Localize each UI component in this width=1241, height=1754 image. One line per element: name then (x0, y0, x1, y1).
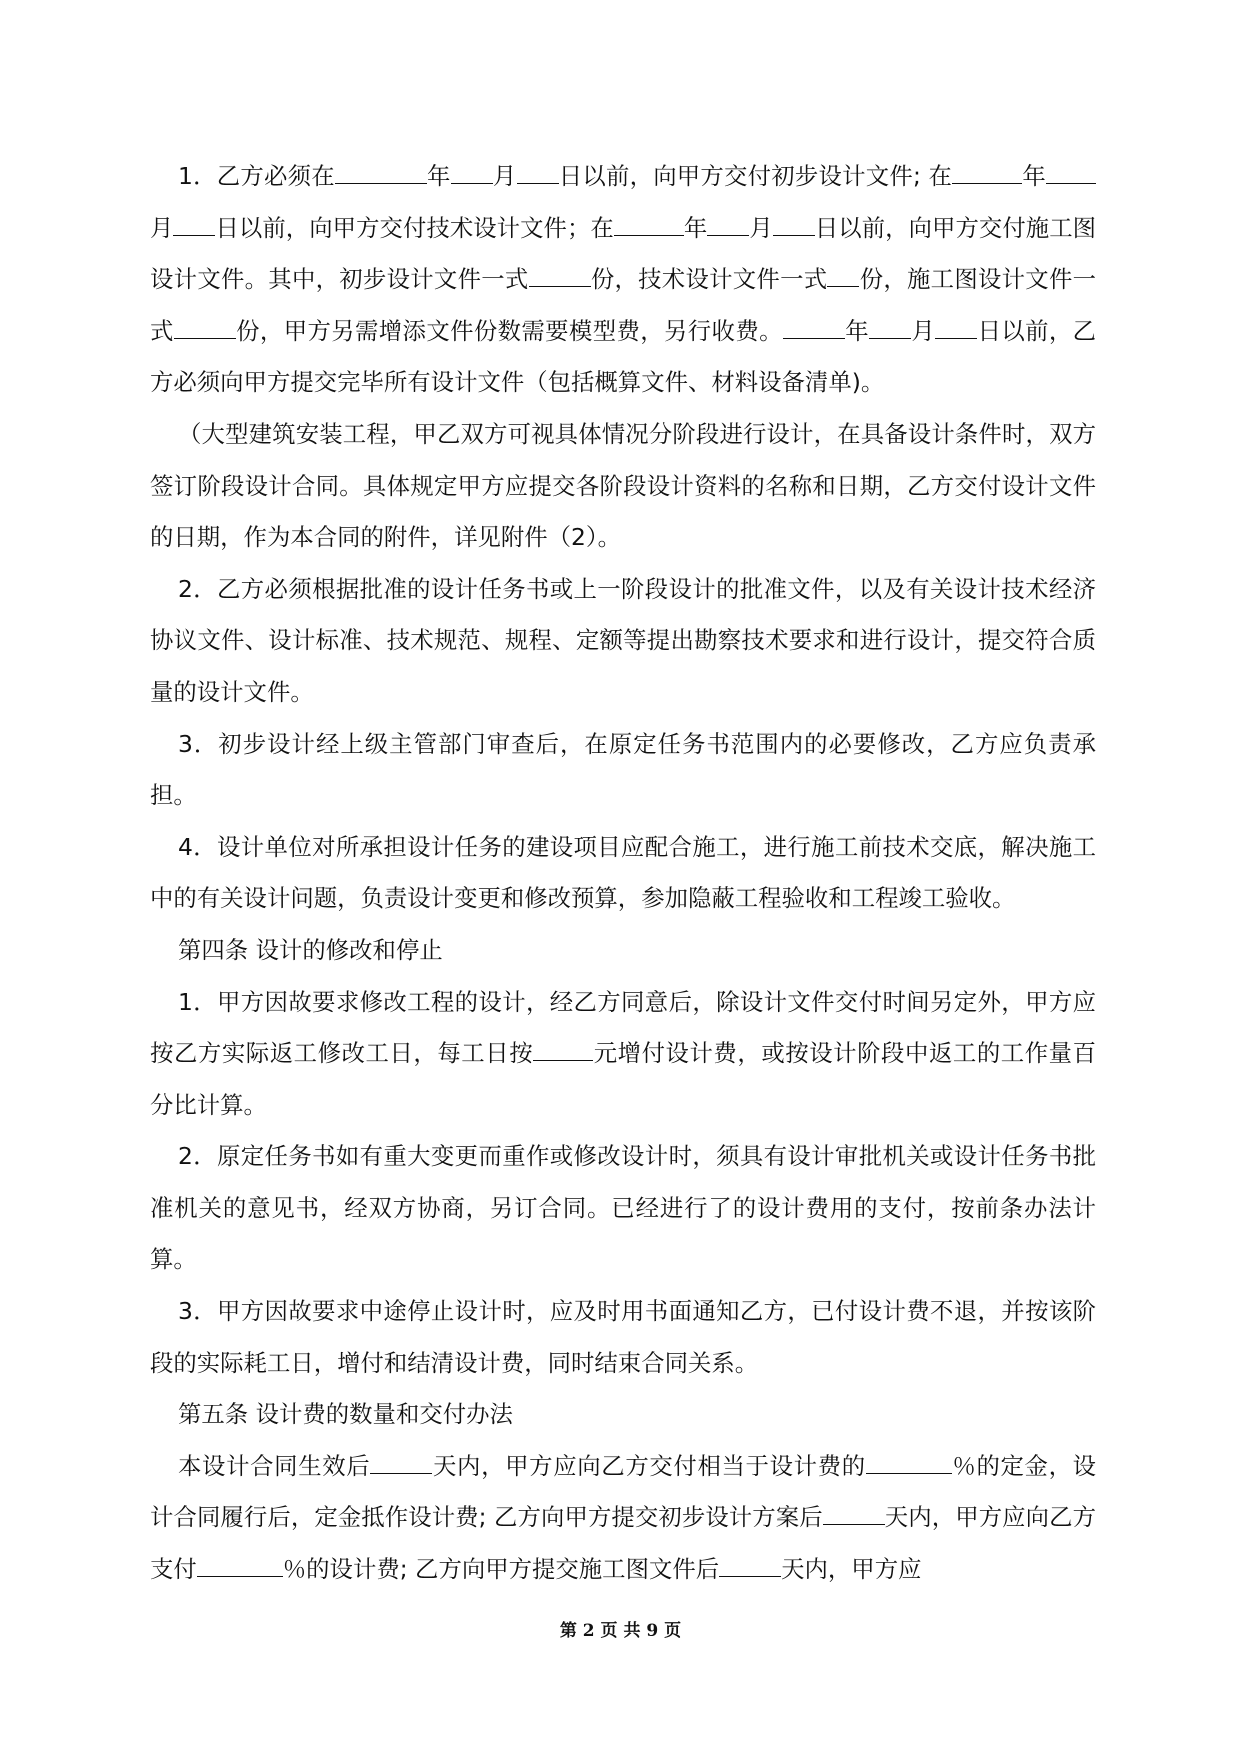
text-run: ％的定金，设计合同履行后，定金抵作设计费; 乙方向甲方提交初步设计方案后 (150, 1451, 1097, 1532)
paragraph (150, 1441, 1096, 1596)
fill-in-blank (952, 161, 1022, 184)
fill-in-blank (869, 316, 911, 339)
text-run: 日以前，向甲方交付初步设计文件; 在 (558, 162, 953, 190)
text-run: 3．甲方因故要求中途停止设计时，应及时用书面通知乙方，已付设计费不退，并按该阶段的实际耗工日，增付和结清设计费，同时结束合同关系。 (150, 1297, 1096, 1377)
text-run: （大型建筑安装工程，甲乙双方可视具体情况分阶段进行设计，在具备设计条件时，双方签订阶段设计合同。具体规定甲方应提交各阶段设计资料的名称和日期，乙方交付设计文件的日期，作为本合同的附件，详见附件（2）。 (150, 419, 1096, 552)
fill-in-blank (823, 1502, 885, 1525)
text-run: 份，甲方另需增添文件份数需要模型费，另行收费。 (235, 316, 783, 345)
paragraph (150, 1286, 1096, 1389)
text-run: 年 (1022, 162, 1046, 190)
page-footer: 第 2 页 共 9 页 (559, 1621, 682, 1641)
text-run: 日以前，乙方必须向甲方提交完毕所有设计文件（包括概算文件、材料设备清单)。 (150, 316, 1097, 397)
text-run: 2．乙方必须根据批准的设计任务书或上一阶段设计的批准文件，以及有关设计技术经济协议文件、设计标准、技术规范、规程、定额等提出勘察技术要求和进行设计，提交符合质量的设计文件。 (150, 574, 1096, 706)
section-heading (150, 1389, 1096, 1441)
text-run: 年 (844, 316, 870, 345)
text-run: 第四条 设计的修改和停止 (178, 935, 443, 964)
fill-in-blank (866, 1451, 952, 1474)
paragraph (150, 719, 1096, 822)
text-run: 天内，甲方应向乙方支付 (150, 1503, 1096, 1584)
fill-in-blank (719, 1554, 781, 1577)
fill-in-blank (935, 316, 977, 339)
text-run: 月 (492, 162, 517, 190)
fill-in-blank (827, 264, 859, 287)
paragraph (150, 409, 1096, 564)
text-run: 2．原定任务书如有重大变更而重作或修改设计时，须具有设计审批机关或设计任务书批准机关的意见书，经双方协商，另订合同。已经进行了的设计费用的支付，按前条办法计算。 (150, 1142, 1096, 1274)
fill-in-blank (173, 212, 215, 235)
paragraph (150, 151, 1096, 409)
paragraph (150, 1131, 1096, 1286)
fill-in-blank (451, 161, 493, 184)
text-run: 3．初步设计经上级主管部门审查后，在原定任务书范围内的必要修改，乙方应负责承担。 (150, 729, 1096, 810)
text-run: 1．甲方因故要求修改工程的设计，经乙方同意后，除设计文件交付时间另定外，甲方应按乙方实际返工修改工日，每工日按 (150, 987, 1096, 1068)
paragraph (150, 822, 1096, 925)
text-run: 日以前，向甲方交付施工图设计文件。其中，初步设计文件一式 (150, 213, 1097, 294)
section-heading (150, 925, 1096, 977)
text-run: 份，技术设计文件一式 (590, 265, 828, 294)
fill-in-blank (1046, 161, 1096, 184)
text-run: 月 (749, 213, 773, 242)
text-run: 月 (911, 316, 936, 345)
text-run: 天内，甲方应向乙方交付相当于设计费的 (432, 1451, 866, 1480)
fill-in-blank (335, 161, 427, 184)
fill-in-blank (197, 1554, 283, 1577)
text-run: 元增付设计费，或按设计阶段中返工的工作量百分比计算。 (150, 1039, 1097, 1119)
text-run: 月 (150, 213, 174, 242)
fill-in-blank (370, 1451, 432, 1474)
fill-in-blank (614, 212, 684, 235)
fill-in-blank (783, 316, 845, 339)
text-run: 天内，甲方应 (781, 1555, 922, 1584)
text-run: 年 (426, 162, 451, 190)
text-run: 本设计合同生效后 (178, 1451, 371, 1480)
paragraph (150, 564, 1096, 719)
paragraph (150, 977, 1096, 1132)
fill-in-blank (517, 161, 559, 184)
fill-in-blank (707, 212, 749, 235)
fill-in-blank (529, 264, 591, 287)
fill-in-blank (533, 1038, 593, 1061)
text-run: 4．设计单位对所承担设计任务的建设项目应配合施工，进行施工前技术交底，解决施工中的有关设计问题，负责设计变更和修改预算，参加隐蔽工程验收和工程竣工验收。 (150, 832, 1096, 913)
fill-in-blank (174, 316, 236, 339)
text-run: 1．乙方必须在 (178, 162, 335, 190)
text-run: 年 (683, 213, 708, 242)
text-run: 份，施工图设计文件一式 (150, 265, 1097, 345)
contract-body (150, 151, 1096, 1596)
text-run: 第五条 设计费的数量和交付办法 (178, 1400, 513, 1429)
text-run: 日以前，向甲方交付技术设计文件；在 (215, 213, 614, 242)
text-run: ％的设计费; 乙方向甲方提交施工图文件后 (282, 1555, 720, 1584)
fill-in-blank (773, 212, 815, 235)
